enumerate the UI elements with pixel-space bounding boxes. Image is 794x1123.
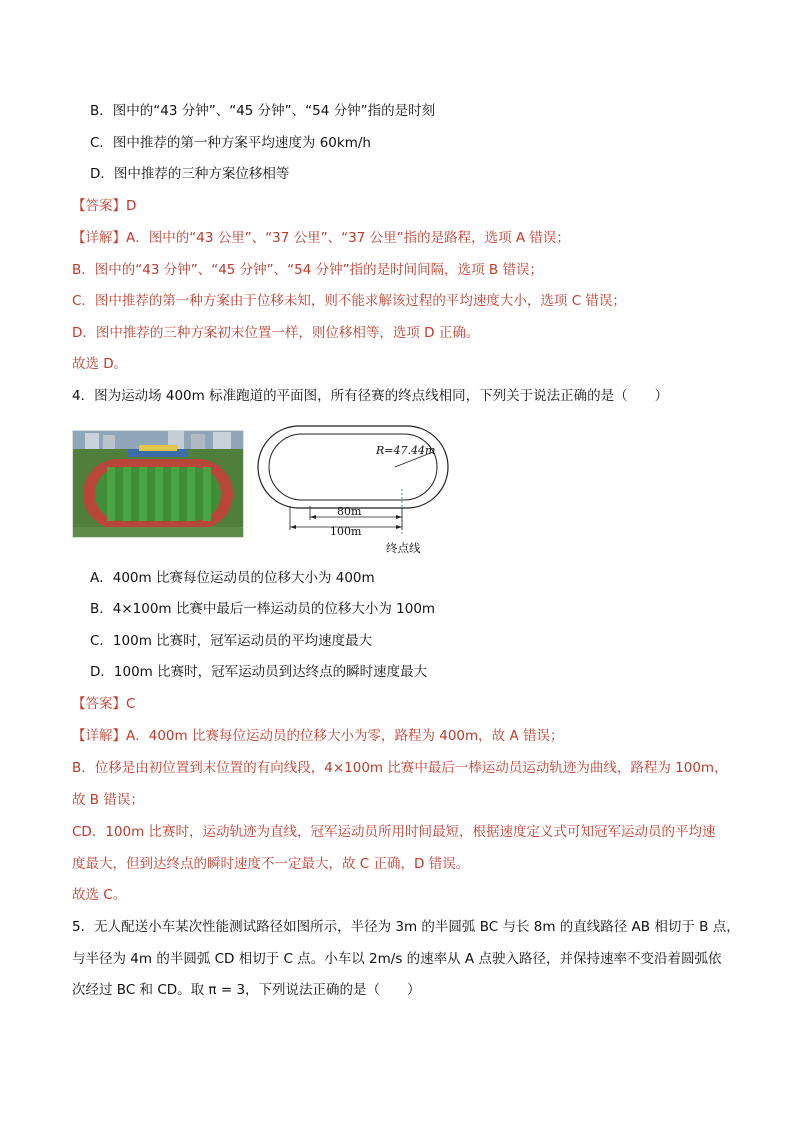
outer-length-label: 100m bbox=[330, 525, 362, 538]
q3-detail-b: B．图中的“43 分钟”、“45 分钟”、“54 分钟”指的是时间间隔，选项 B 错误； bbox=[72, 262, 543, 278]
q3-detail-c: C．图中推荐的第一种方案由于位移未知，则不能求解该过程的平均速度大小，选项 C 错误； bbox=[72, 293, 626, 309]
q5-line-2: 与半径为 4m 的半圆弧 CD 相切于 C 点。小车以 2m/s 的速率从 A 点驶入路径，并保持速率不变沿着圆弧依 bbox=[72, 951, 722, 967]
q4-detail-5: 度最大，但到达终点的瞬时速度不一定最大，故 C 正确，D 错误。 bbox=[72, 856, 470, 872]
q5-line-3: 次经过 BC 和 CD。取 π = 3，下列说法正确的是（ ） bbox=[72, 982, 421, 998]
q4-detail-2: B．位移是由初位置到末位置的有向线段，4×100m 比赛中最后一棒运动员运动轨迹为曲线，路程为 100m， bbox=[72, 760, 728, 776]
q4-option-a: A．400m 比赛每位运动员的位移大小为 400m bbox=[90, 570, 375, 586]
q4-option-c: C．100m 比赛时，冠军运动员的平均速度最大 bbox=[90, 633, 373, 649]
q3-option-d: D．图中推荐的三种方案位移相等 bbox=[90, 166, 290, 182]
q4-option-b: B．4×100m 比赛中最后一棒运动员的位移大小为 100m bbox=[90, 601, 436, 617]
q3-option-b: B．图中的“43 分钟”、“45 分钟”、“54 分钟”指的是时刻 bbox=[90, 103, 436, 119]
answer-value: D bbox=[126, 198, 137, 214]
q4-conclusion: 故选 C。 bbox=[72, 887, 127, 903]
answer-tag: 【答案】 bbox=[72, 696, 126, 712]
q4-detail-3: 故 B 错误； bbox=[72, 792, 144, 808]
finish-line-label: 终点线 bbox=[386, 541, 421, 555]
stadium-photo bbox=[72, 430, 244, 538]
answer-value: C bbox=[126, 696, 136, 712]
q4-answer bbox=[72, 694, 734, 714]
inner-length-label: 80m bbox=[337, 505, 362, 518]
q3-option-c: C．图中推荐的第一种方案平均速度为 60km/h bbox=[90, 135, 371, 151]
q4-stem: 4．图为运动场 400m 标准跑道的平面图，所有径赛的终点线相同，下列关于说法正确的是（ ） bbox=[72, 388, 669, 404]
radius-label: R=47.44m bbox=[376, 444, 436, 457]
q3-conclusion: 故选 D。 bbox=[72, 356, 128, 372]
q4-detail-1: 【详解】A．400m 比赛每位运动员的位移大小为零，路程为 400m，故 A 错误； bbox=[72, 728, 564, 744]
answer-tag: 【答案】 bbox=[72, 198, 126, 214]
q4-option-d: D．100m 比赛时，冠军运动员到达终点的瞬时速度最大 bbox=[90, 664, 428, 680]
q3-detail-a: 【详解】A．图中的“43 公里”、“37 公里”、“37 公里”指的是路程，选项 A 错误； bbox=[72, 230, 570, 246]
q5-line-1: 5．无人配送小车某次性能测试路径如图所示，半径为 3m 的半圆弧 BC 与长 8m 的直线路径 AB 相切于 B 点， bbox=[72, 919, 740, 935]
q4-detail-4: CD．100m 比赛时，运动轨迹为直线，冠军运动员所用时间最短，根据速度定义式可知冠军运动员的平均速 bbox=[72, 824, 716, 840]
q3-answer bbox=[72, 196, 734, 216]
q3-detail-d: D．图中推荐的三种方案初末位置一样，则位移相等，选项 D 正确。 bbox=[72, 325, 480, 341]
